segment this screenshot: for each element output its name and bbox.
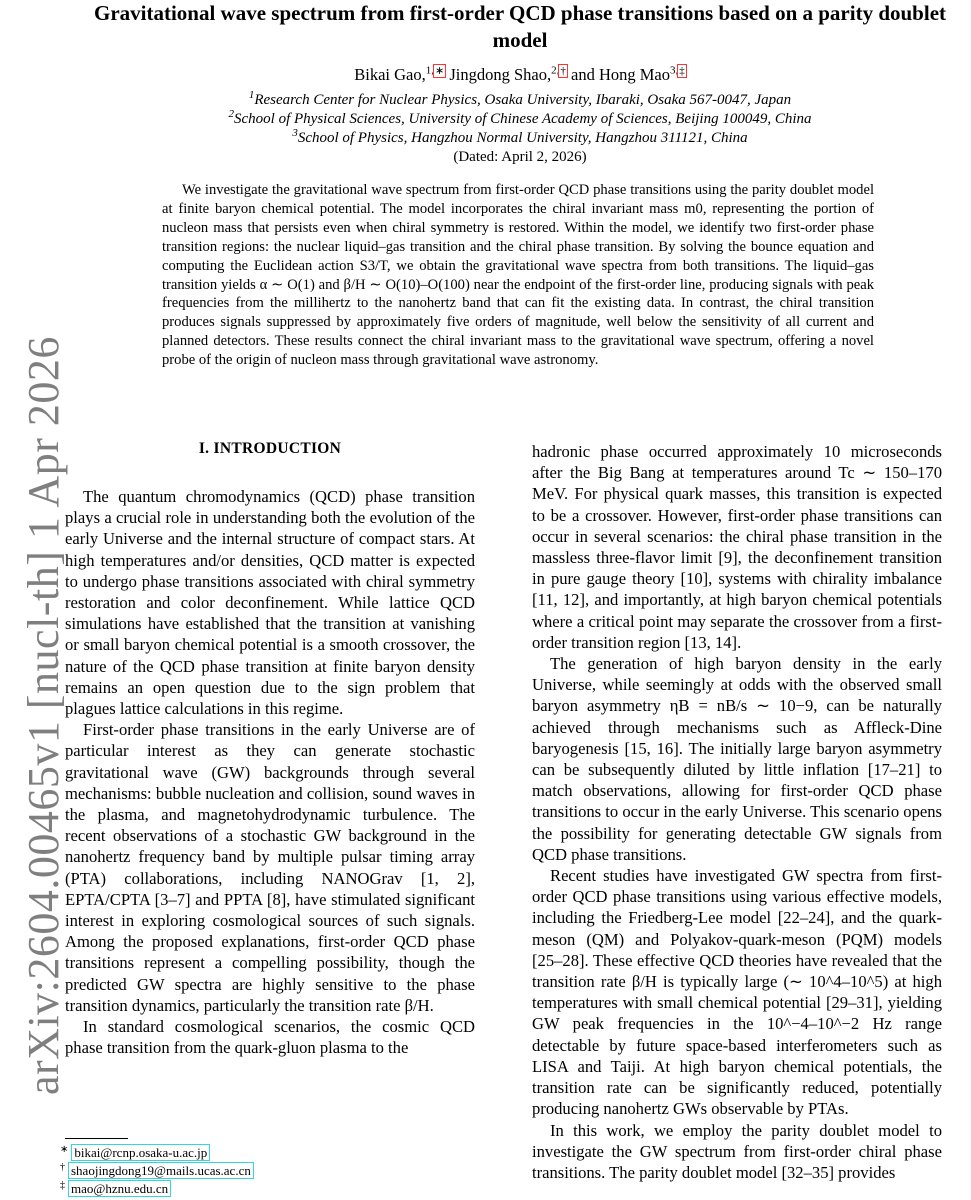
arxiv-sidebar <box>0 0 68 1200</box>
footnote: † shaojingdong19@mails.ucas.ac.cn <box>60 1161 251 1178</box>
footnote: ‡ mao@hznu.edu.cn <box>60 1179 169 1196</box>
paragraph: Recent studies have investigated GW spectra from first-order QCD phase transitions using various effective models, including the Friedberg-Lee model [22–24], and the quark-meson (QM) and Polyakov-quark-meson (PQM) models [25–28]. These effective QCD theories have revealed that the transition rate β/H is typically large (∼ 10^4–10^5) at high temperatures with small chemical potential [29–31], yielding GW peak frequencies in the 10^−4–10^−2 Hz range detectable by future space-based interferometers such as LISA and Taiji. At high baryon chemical potentials, the transition rate can be significantly reduced, potentially producing nanohertz GWs observable by PTAs. <box>532 866 942 1119</box>
left-column <box>65 486 475 1058</box>
paragraph: The generation of high baryon density in the early Universe, while seemingly at odds with the observed small baryon asymmetry ηB = nB/s ∼ 10−9, can be naturally achieved through mechanisms such as Affleck-Dine baryogenesis [15, 16]. The initially large baryon asymmetry can be subsequently diluted by little inflation [17–21] to match observations, allowing for first-order QCD phase transitions to occur in the early Universe. This scenario opens the possibility for generating detectable GW signals from QCD phase transitions. <box>532 654 942 864</box>
affiliation-mark: 1, <box>425 64 435 77</box>
author-name: and Hong Mao <box>571 65 670 84</box>
email-link[interactable]: shaojingdong19@mails.ucas.ac.cn <box>71 1163 251 1178</box>
arxiv-identifier: arXiv:2604.00465v1 [nucl-th] 1 Apr 2026 <box>19 336 68 1095</box>
footnote: ∗ bikai@rcnp.osaka-u.ac.jp <box>60 1143 208 1160</box>
footnote-link[interactable]: ∗ <box>435 64 445 77</box>
paragraph: The quantum chromodynamics (QCD) phase transition plays a crucial role in understanding both the evolution of the early Universe and the internal structure of compact stars. At high temperatures and/or densities, QCD matter is expected to undergo phase transitions associated with chiral symmetry restoration and color deconfinement. While lattice QCD simulations have established that the transition at vanishing or small baryon chemical potential is a smooth crossover, the nature of the QCD phase transition at finite baryon density remains an open question due to the sign problem that plagues lattice calculations in this regime. <box>65 487 475 719</box>
author-name: Jingdong Shao, <box>449 65 552 84</box>
paragraph: First-order phase transitions in the early Universe are of particular interest as they can generate stochastic gravitational wave (GW) backgrounds through several mechanisms: bubble nucleation and collision, sound waves in the plasma, and magnetohydrodynamic turbulence. The recent observations of a stochastic GW background in the nanohertz frequency band by multiple pulsar timing array (PTA) collaborations, including NANOGrav [1, 2], EPTA/CPTA [3–7] and PPTA [8], have stimulated significant interest in exploring cosmological sources of such signals. Among the proposed explanations, first-order QCD phase transitions represent a compelling possibility, though the predicted GW spectra are highly sensitive to the phase transition dynamics, particularly the transition rate β/H. <box>65 720 475 1015</box>
affiliations <box>90 91 950 148</box>
affiliation-line: $^3$School of Physics, Hangzhou Normal University, Hangzhou 311121, China <box>292 127 748 146</box>
paragraph: In standard cosmological scenarios, the cosmic QCD phase transition from the quark-gluon plasma to the <box>65 1017 475 1058</box>
author-name: Bikai Gao, <box>354 65 426 84</box>
affiliation-line: $^1$Research Center for Nuclear Physics, Osaka University, Ibaraki, Osaka 567-0047, Japan <box>248 89 792 108</box>
paragraph: hadronic phase occurred approximately 10 microseconds after the Big Bang at temperatures around Tc ∼ 150–170 MeV. For physical quark masses, this transition is expected to be a crossover. However, first-order phase transitions can occur in several scenarios: the chiral phase transition in the massless three-flavor limit [9], the deconfinement transition in pure gauge theory [10], systems with chirality imbalance [11, 12], and importantly, at high baryon chemical potentials where a critical point may separate the crossover from a first-order transition region [13, 14]. <box>532 442 942 652</box>
author-list <box>90 65 950 85</box>
dated-line: (Dated: April 2, 2026) <box>453 149 587 165</box>
paper-title: Gravitational wave spectrum from first-order QCD phase transitions based on a parity doublet model <box>93 1 947 52</box>
footnote-link[interactable]: † <box>560 64 566 77</box>
abstract: We investigate the gravitational wave spectrum from first-order QCD phase transitions using the parity doublet model at finite baryon chemical potential. The model incorporates the chiral invariant mass m0, representing the portion of nucleon mass that persists even when chiral symmetry is restored. Within the model, we identify two first-order phase transition regions: the nuclear liquid–gas transition and the chiral phase transition. By solving the bounce equation and computing the Euclidean action S3/T, we obtain the gravitational wave spectra from both transitions. The liquid–gas transition yields α ∼ O(1) and β/H ∼ O(10)–O(100) near the endpoint of the first-order line, producing signals with peak frequencies from the millihertz to the nanohertz band that can fit the existing data. In contrast, the chiral transition produces signals suppressed by approximately five orders of magnitude, well below the sensitivity of all current and planned detectors. These results connect the chiral invariant mass to the gravitational wave spectrum, offering a novel probe of the origin of nucleon mass through gravitational wave astronomy. <box>162 182 874 369</box>
affiliation-mark: 2, <box>551 64 560 77</box>
email-link[interactable]: bikai@rcnp.osaka-u.ac.jp <box>74 1145 208 1160</box>
footnote-link[interactable]: ‡ <box>679 64 685 77</box>
paragraph: In this work, we employ the parity doublet model to investigate the GW spectrum from first-order chiral phase transitions. The parity doublet model [32–35] provides <box>532 1120 942 1182</box>
section-heading: I. INTRODUCTION <box>198 440 342 457</box>
affiliation-mark: 3, <box>669 64 679 77</box>
right-column <box>532 441 942 1183</box>
footnotes <box>60 1144 253 1198</box>
email-link[interactable]: mao@hznu.edu.cn <box>71 1181 169 1196</box>
affiliation-line: $^2$School of Physical Sciences, University of Chinese Academy of Sciences, Beijing 100049, China <box>228 108 812 127</box>
footnote-rule <box>65 1138 128 1139</box>
